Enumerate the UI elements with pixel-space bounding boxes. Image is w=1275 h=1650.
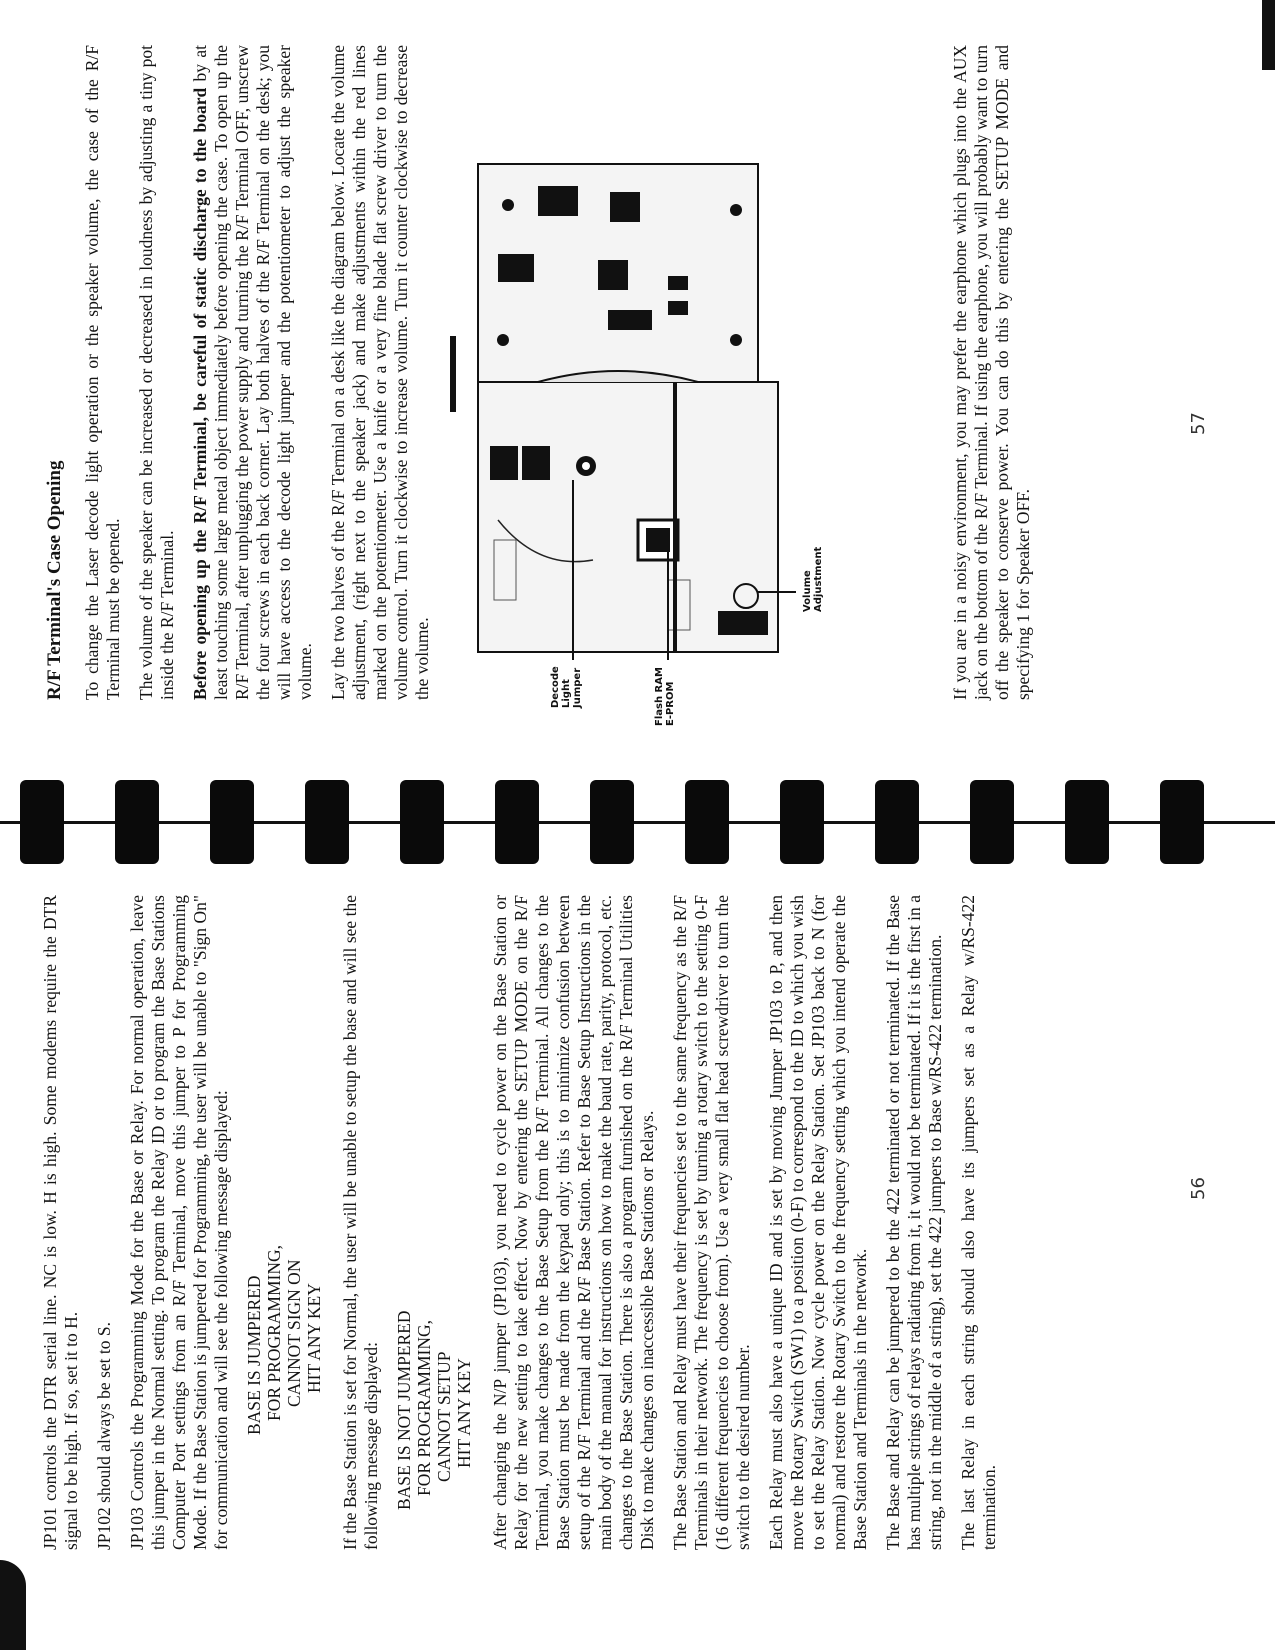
binding-ring [1065,780,1109,864]
page-number-57: 57 [1188,412,1209,435]
binding-ring [685,780,729,864]
screw-hole [502,199,514,211]
chip [608,310,652,330]
circuit-board-diagram [418,90,938,770]
paragraph-jp102: JP102 should always be set to S. [94,1322,114,1550]
speaker-jack-center [582,462,590,470]
message-line: HIT ANY KEY [304,1283,324,1393]
message-line: CANNOT SIGN ON [284,1259,304,1407]
scan-edge-mark [0,1560,26,1650]
binding-ring [115,780,159,864]
board-illustration [418,90,938,770]
paragraph-normal-setting: If the Base Station is set for Normal, the user will be unable to setup the base and will see the following message displayed: [340,895,381,1550]
screw-hole [730,334,742,346]
message-line: FOR PROGRAMMING, [414,1319,434,1496]
paragraph-np-jumper: After changing the N/P jumper (JP103), you need to cycle power on the Base Station or Relay for the new setting to take effect. Now by entering the SETUP MODE on the R/F Terminal, you make changes to the Base Setup from the R/F Terminal. All changes to the Base Station must be made from the keypad only; this is to minimize confusion between setup of the R/F Terminal and the R/F Base Station. Refer to Base Setup Instructions in the main body of the manual for instructions on how to make the baud rate, parity, protocol, etc. changes to the Base Station. There is also a program furnished on the R/F Terminal Utilities Disk to make changes on inaccessible Base Stations or Relays. [490,895,657,1550]
paragraph-jp103: JP103 Controls the Programming Mode for the Base or Relay. For normal operation, leave this jumper in the Normal setting. To program the Relay ID or to program the Base Stations Computer Port settings from an R/F Terminal, move this jumper to P for Programming Mode. If the Base Station is jumpered for Programming, the user will be unable to "Sign On" for communication and will see the following message displayed: [127,895,231,1550]
chip [522,446,550,480]
page-56-text [40,895,1012,1550]
chip [498,254,534,282]
binding-ring [305,780,349,864]
binding-ring [590,780,634,864]
chip [598,260,628,290]
binding-ring [20,780,64,864]
message-jumpered [244,895,324,1435]
binding-ring [400,780,444,864]
paragraph-frequency: The Base Station and Relay must have their frequencies set to the same frequency as the R/F Terminals in their network. The frequency is set by turning a rotary switch to the setting 0-F (16 different frequencies to choose from). Use a very small flat head screwdriver to turn the switch to the desired number. [670,895,753,1550]
chip [490,446,518,480]
binding-ring [210,780,254,864]
paragraph-last-relay: The last Relay in each string should also have its jumpers set as a Relay w/RS-422 termination. [958,895,999,1550]
paragraph-volume-pot: The volume of the speaker can be increased or decreased in loudness by adjusting a tiny pot inside the R/F Terminal. [136,45,177,700]
screw-hole [497,334,509,346]
chip [610,192,640,222]
label-flash-ram: Flash RAM E-PROM [654,667,676,726]
page-57-text [40,45,445,700]
paragraph-relay-id: Each Relay must also have a unique ID and is set by moving Jumper JP103 to P, and then move the Rotary Switch (SW1) to a position (0-F) to correspond to the ID to which you wish to set the Relay Station. Now cycle power on the Relay Station. Set JP103 back to N (for normal) and restore the Rotary Switch to the frequency setting which you intend operate the Base Station and Terminals in the network. [766,895,870,1550]
screw-hole [730,204,742,216]
chip [538,186,578,216]
binding-ring [780,780,824,864]
paragraph-case-intro: To change the Laser decode light operation or the speaker volume, the case of the R/F Terminal must be opened. [82,45,123,700]
page-57 [0,0,1275,770]
antenna [450,336,456,412]
flash-chip-core [646,528,670,552]
chip [668,301,688,315]
paragraph-termination: The Base and Relay can be jumpered to be the 422 terminated or not terminated. If the Base has multiple strings of relays radiating from it, it would not be terminated. If it is the first in a string, not in the middle of a string), set the 422 jumpers to Base w/RS-422 termination. [883,895,945,1550]
paragraph-jp101: JP101 controls the DTR serial line. NC is low. H is high. Some modems require the DTR signal to be high. If so, set it to H. [40,895,81,1550]
page-number-56: 56 [1188,1177,1209,1200]
paragraph-earphone: If you are in a noisy environment, you may prefer the earphone which plugs into the AUX jack on the bottom of the R/F Terminal. If using the earphone, you will probably want to turn off the speaker to conserve power. You can do this by entering the SETUP MODE and specifying 1 for Speaker OFF. [950,45,1033,700]
message-line: FOR PROGRAMMING, [264,1244,284,1421]
static-warning-bold: Before opening up the R/F Terminal, be careful of static discharge to the board [190,87,210,700]
paragraph-static-warning [190,45,316,700]
section-heading: R/F Terminal's Case Opening [44,460,65,700]
binding-ring [970,780,1014,864]
edge-strip [673,382,677,652]
component-block [718,611,768,635]
scan-edge-mark [1262,0,1275,70]
message-not-jumpered [394,895,474,1510]
chip [668,276,688,290]
page-57-bottom-text [950,45,1046,700]
label-volume-adjustment: Volume Adjustment [802,546,824,612]
message-line: HIT ANY KEY [454,1358,474,1468]
static-warning-rest: by at least touching some large metal object immediately before opening the case. To open up the R/F Terminal, after unplugging the power supply and turning the R/F Terminal OFF, unscrew the four screws in each back corner. Lay both halves of the R/F Terminal on the desk; you will have access to the decode light jumper and the potentiometer to adjust the speaker volume. [190,45,315,700]
message-line: BASE IS JUMPERED [244,1275,264,1435]
label-decode-light-jumper: Decode Light Jumper [550,666,583,708]
spiral-binding [0,774,1275,874]
paragraph-volume-adjust: Lay the two halves of the R/F Terminal on a desk like the diagram below. Locate the volume adjustment, (right next to the speaker jack) and make adjustments within the red lines marked on the potentiometer. Use a knife or a very fine blade flat screw driver to turn the volume control. Turn it clockwise to increase volume. Turn it counter clockwise to decrease the volume. [328,45,432,700]
binding-ring [495,780,539,864]
message-line: CANNOT SETUP [434,1351,454,1482]
page-56 [0,880,1275,1650]
binding-ring [1160,780,1204,864]
binding-ring [875,780,919,864]
message-line: BASE IS NOT JUMPERED [394,1310,414,1510]
